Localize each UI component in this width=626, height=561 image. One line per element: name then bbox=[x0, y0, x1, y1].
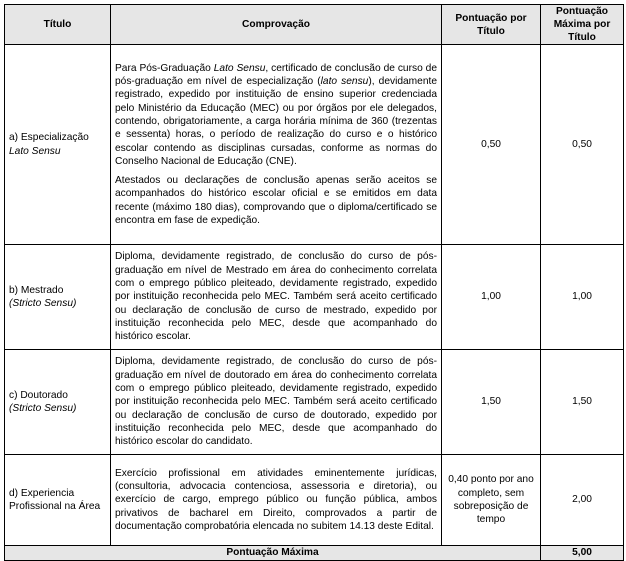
comprovacao-text-italic: Lato Sensu bbox=[213, 62, 266, 74]
titulo-main: b) Mestrado bbox=[9, 284, 64, 296]
footer-label: Pontuação Máxima bbox=[5, 546, 541, 561]
row-pontuacao: 0,50 bbox=[442, 45, 541, 245]
row-pontuacao-maxima: 0,50 bbox=[541, 45, 624, 245]
header-titulo: Título bbox=[5, 5, 111, 45]
comprovacao-text: ), devidamente registrado, expedido por instituição de ensino superior credenciada pelo Ministério da Educação (MEC) ou por órgãos por ele delegados, contendo, obrigatoriamente, a carga horária mínima de 360 (trezentas e sessenta) horas, o período de realização do curso e o histórico escolar contendo as disciplinas cursadas, conforme as normas do Conselho Nacional de Educação (CNE). bbox=[115, 76, 437, 167]
row-pontuacao: 0,40 ponto por ano completo, sem sobreposição de tempo bbox=[442, 455, 541, 546]
row-pontuacao-maxima: 1,50 bbox=[541, 350, 624, 455]
row-pontuacao-maxima: 1,00 bbox=[541, 245, 624, 350]
row-comprovacao: Diploma, devidamente registrado, de conclusão do curso de pós-graduação em nível de Mestrado em área do conhecimento correlata com o emprego público pleiteado, devidamente registrado, expedido por instituição reconhecida pelo MEC. Também será aceito certificado ou declaração de conclusão de curso de mestrado, expedido por instituição reconhecida pelo MEC, desde que acompanhado do histórico escolar. bbox=[111, 245, 442, 350]
row-titulo bbox=[5, 45, 111, 245]
row-titulo bbox=[5, 350, 111, 455]
row-pontuacao-maxima: 2,00 bbox=[541, 455, 624, 546]
footer-value: 5,00 bbox=[541, 546, 624, 561]
comprovacao-text: Para Pós-Graduação bbox=[115, 62, 214, 74]
table-row-especializacao bbox=[5, 45, 624, 245]
row-comprovacao bbox=[111, 45, 442, 245]
row-comprovacao: Exercício profissional em atividades eminentemente jurídicas, (consultoria, advocacia contenciosa, assessoria e diretoria), ou exercício de cargo, emprego público ou função pública, ambos privativos de bacharel em Direito, comprovados a partir de documentação comprobatória elencada no subitem 14.13 deste Edital. bbox=[111, 455, 442, 546]
row-titulo bbox=[5, 245, 111, 350]
row-titulo: d) Experiencia Profissional na Área bbox=[5, 455, 111, 546]
table-row-doutorado bbox=[5, 350, 624, 455]
comprovacao-text-italic: lato sensu bbox=[320, 76, 369, 88]
header-comprovacao: Comprovação bbox=[111, 5, 442, 45]
comprovacao-paragraph: Atestados ou declarações de conclusão apenas serão aceitos se acompanhados do histórico escolar oficial e se emitidos em data recente (máximo 180 dias), comprovando que o diploma/certificado se encontra em fase de expedição. bbox=[115, 175, 437, 226]
header-pontuacao-maxima: Pontuação Máxima por Título bbox=[541, 5, 624, 45]
comprovacao-text: , certificado de conclusão de curso de pós-graduação em nível de especialização ( bbox=[115, 62, 437, 88]
table-header-row bbox=[5, 5, 624, 45]
titulo-main: a) Especialização bbox=[9, 132, 89, 144]
table-row-experiencia bbox=[5, 455, 624, 546]
scoring-table-container bbox=[4, 4, 624, 561]
row-pontuacao: 1,00 bbox=[442, 245, 541, 350]
row-pontuacao: 1,50 bbox=[442, 350, 541, 455]
titulo-sub: Lato Sensu bbox=[9, 145, 61, 157]
comprovacao-paragraph bbox=[115, 62, 437, 168]
header-pontuacao: Pontuação por Título bbox=[442, 5, 541, 45]
table-row-mestrado bbox=[5, 245, 624, 350]
titulo-sub: (Stricto Sensu) bbox=[9, 403, 77, 414]
row-comprovacao: Diploma, devidamente registrado, de conclusão do curso de pós-graduação em nível de doutorado em área do conhecimento correlata com o emprego público pleiteado, devidamente registrado, expedido por instituição reconhecida pelo MEC. Também será aceito certificado ou declaração de conclusão de curso de doutorado, expedido por instituição reconhecida pelo MEC, desde que acompanhado do histórico escolar do candidato. bbox=[111, 350, 442, 455]
titulo-sub: (Stricto Sensu) bbox=[9, 298, 77, 309]
scoring-table bbox=[4, 4, 624, 561]
table-footer-row bbox=[5, 546, 624, 561]
titulo-main: c) Doutorado bbox=[9, 389, 68, 401]
